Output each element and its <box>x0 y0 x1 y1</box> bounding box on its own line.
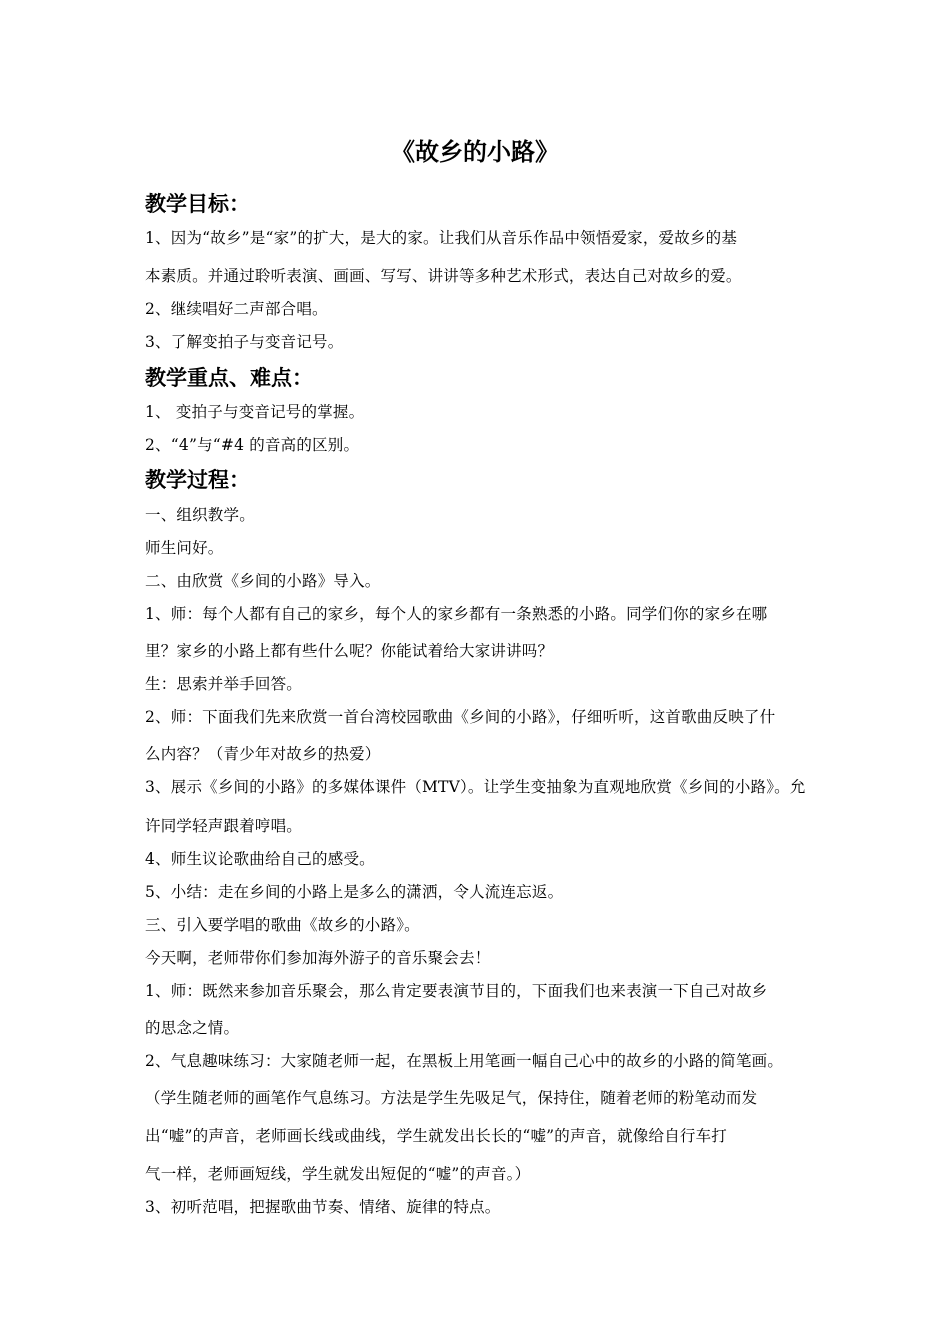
goals-line: 1、因为“故乡”是“家”的扩大，是大的家。让我们从音乐作品中领悟爱家，爱故乡的基 <box>145 229 738 247</box>
process-line: （学生随老师的画笔作气息练习。方法是学生先吸足气，保持住，随着老师的粉笔动而发 <box>145 1089 758 1107</box>
process-line: 许同学轻声跟着哼唱。 <box>145 817 303 835</box>
process-line: 1、师：每个人都有自己的家乡，每个人的家乡都有一条熟悉的小路。同学们你的家乡在哪 <box>145 605 768 623</box>
process-line: 3、初听范唱，把握歌曲节奏、情绪、旋律的特点。 <box>145 1198 501 1216</box>
process-line: 生：思索并举手回答。 <box>145 675 303 693</box>
process-line: 二、由欣赏《乡间的小路》导入。 <box>145 572 381 590</box>
process-line: 5、小结：走在乡间的小路上是多么的潇洒，令人流连忘返。 <box>145 883 564 901</box>
process-line: 3、展示《乡间的小路》的多媒体课件（MTV）。让学生变抽象为直观地欣赏《乡间的小路》。允 <box>145 778 806 796</box>
goals-line: 2、继续唱好二声部合唱。 <box>145 300 328 318</box>
process-line: 出“嘘”的声音，老师画长线或曲线，学生就发出长长的“嘘”的声音，就像给自行车打 <box>145 1127 727 1145</box>
process-line: 气一样，老师画短线，学生就发出短促的“嘘”的声音。） <box>145 1165 531 1183</box>
process-line: 2、气息趣味练习：大家随老师一起，在黑板上用笔画一幅自己心中的故乡的小路的简笔画。 <box>145 1052 784 1070</box>
process-line: 今天啊，老师带你们参加海外游子的音乐聚会去！ <box>145 949 491 967</box>
key-points-line: 1、 变拍子与变音记号的掌握。 <box>145 403 365 421</box>
goals-line: 本素质。并通过聆听表演、画画、写写、讲讲等多种艺术形式，表达自己对故乡的爱。 <box>145 267 742 285</box>
process-line: 1、师：既然来参加音乐聚会，那么肯定要表演节目的，下面我们也来表演一下自己对故乡 <box>145 982 768 1000</box>
process-line: 么内容？（青少年对故乡的热爱） <box>145 745 381 763</box>
process-line: 的思念之情。 <box>145 1019 240 1037</box>
process-line: 师生问好。 <box>145 539 224 557</box>
process-line: 4、师生议论歌曲给自己的感受。 <box>145 850 375 868</box>
document-title: 《故乡的小路》 <box>391 138 559 166</box>
heading-process: 教学过程： <box>145 468 250 492</box>
process-line: 三、引入要学唱的歌曲《故乡的小路》。 <box>145 916 420 934</box>
heading-key-points: 教学重点、难点： <box>145 366 313 390</box>
goals-line: 3、了解变拍子与变音记号。 <box>145 333 344 351</box>
heading-goals: 教学目标： <box>145 192 250 216</box>
process-line: 里？家乡的小路上都有些什么呢？你能试着给大家讲讲吗？ <box>145 642 554 660</box>
key-points-line: 2、“4”与“#4 的音高的区别。 <box>145 436 360 454</box>
process-line: 一、组织教学。 <box>145 506 255 524</box>
process-line: 2、师：下面我们先来欣赏一首台湾校园歌曲《乡间的小路》，仔细听听，这首歌曲反映了什 <box>145 708 776 726</box>
